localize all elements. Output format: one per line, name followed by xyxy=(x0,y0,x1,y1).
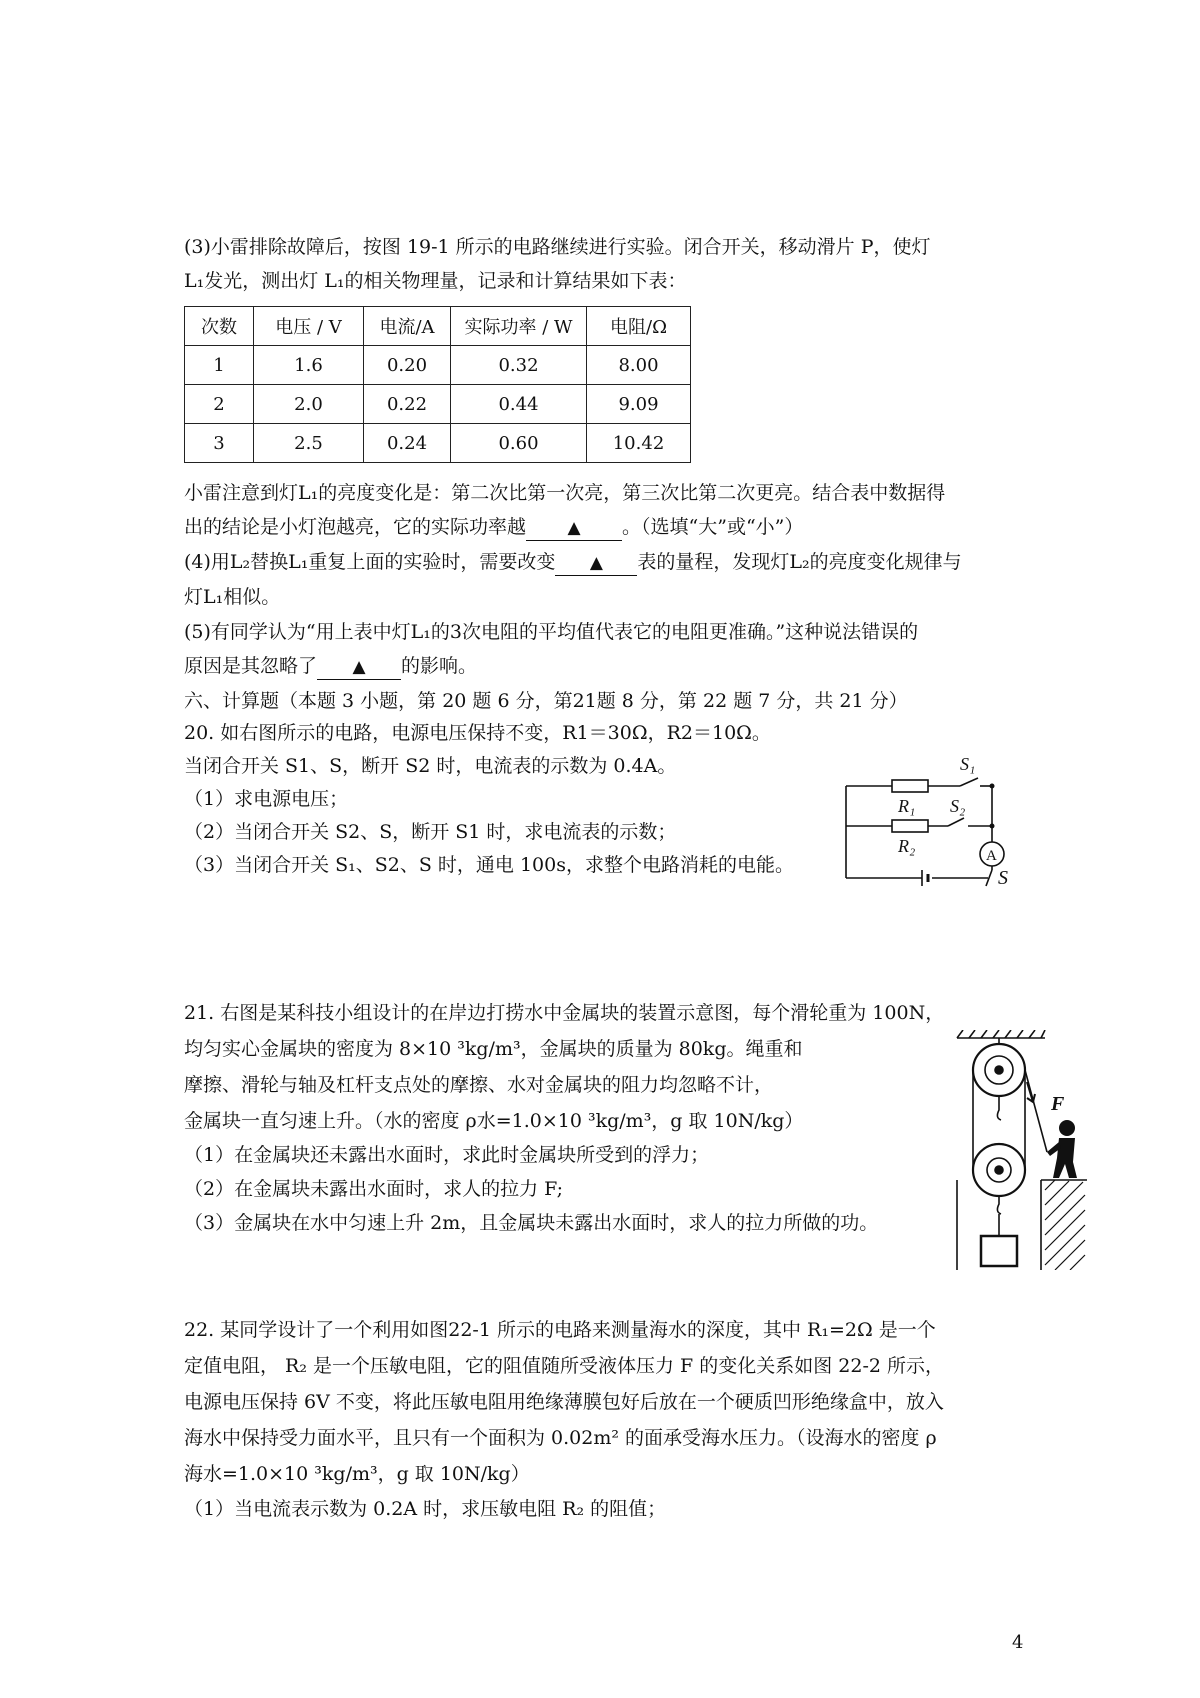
q19-5-line2 xyxy=(184,651,477,681)
q21-sub3: （3）金属块在水中匀速上升 2m，且金属块未露出水面时，求人的拉力所做的功。 xyxy=(184,1212,879,1234)
q22-line2: 定值电阻， R₂ 是一个压敏电阻，它的阻值随所受液体压力 F 的变化关系如图 22-2 所示， xyxy=(184,1355,945,1377)
q20-sub3: （3）当闭合开关 S₁、S2、S 时，通电 100s，求整个电路消耗的电能。 xyxy=(184,854,794,876)
table-cell: 10.42 xyxy=(587,424,691,463)
q21-sub2: （2）在金属块未露出水面时，求人的拉力 F; xyxy=(184,1178,564,1200)
q21-line3: 摩擦、滑轮与轴及杠杆支点处的摩擦、水对金属块的阻力均忽略不计， xyxy=(184,1074,774,1096)
q19-4-post: 表的量程，发现灯L₂的亮度变化规律与 xyxy=(637,551,962,573)
junction-dot xyxy=(990,784,995,789)
answer-blank[interactable]: ▲ xyxy=(555,551,637,576)
table-cell: 9.09 xyxy=(587,385,691,424)
table-cell: 0.20 xyxy=(364,346,451,385)
q21-line1: 21. 右图是某科技小组设计的在岸边打捞水中金属块的装置示意图，每个滑轮重为 100N， xyxy=(184,1002,945,1024)
table-header: 电压 / V xyxy=(254,307,364,346)
table-cell: 3 xyxy=(185,424,254,463)
table-cell: 0.22 xyxy=(364,385,451,424)
q19-5-line1: (5)有同学认为“用上表中灯L₁的3次电阻的平均值代表它的电阻更准确。”这种说法错误的 xyxy=(184,621,919,643)
page-number: 4 xyxy=(1012,1632,1024,1653)
table-header: 实际功率 / W xyxy=(451,307,587,346)
circuit-diagram xyxy=(840,752,1030,892)
table-row xyxy=(185,424,691,463)
section-title: 六、计算题（本题 3 小题，第 20 题 6 分，第21题 8 分，第 22 题 7 分，共 21 分） xyxy=(184,690,908,712)
table-cell: 0.44 xyxy=(451,385,587,424)
q21-sub1: （1）在金属块还未露出水面时，求此时金属块所受到的浮力； xyxy=(184,1144,710,1166)
table-cell: 2 xyxy=(185,385,254,424)
junction-dot xyxy=(990,824,995,829)
q20-sub2: （2）当闭合开关 S2、S，断开 S1 时，求电流表的示数； xyxy=(184,821,677,843)
q20-sub1: （1）求电源电压； xyxy=(184,788,349,810)
table-cell: 8.00 xyxy=(587,346,691,385)
q22-line4: 海水中保持受力面水平，且只有一个面积为 0.02m² 的面承受海水压力。（设海水的密度 ρ xyxy=(184,1427,937,1449)
label-s1: S₁ xyxy=(960,754,976,774)
table-cell: 0.24 xyxy=(364,424,451,463)
label-s2: S₂ xyxy=(950,796,966,816)
answer-blank[interactable]: ▲ xyxy=(526,516,622,541)
table-cell: 1 xyxy=(185,346,254,385)
person-icon xyxy=(1047,1120,1077,1178)
answer-blank[interactable]: ▲ xyxy=(317,655,401,680)
q19-4-pre: (4)用L₂替换L₁重复上面的实验时，需要改变 xyxy=(184,551,556,573)
q19-3-note1: 小雷注意到灯L₁的亮度变化是：第二次比第一次亮，第三次比第二次更亮。结合表中数据得 xyxy=(184,482,946,504)
q21-line4: 金属块一直匀速上升。（水的密度 ρ水=1.0×10 ³kg/m³，g 取 10N/kg） xyxy=(184,1110,804,1132)
q19-4-line2: 灯L₁相似。 xyxy=(184,586,281,608)
table-cell: 1.6 xyxy=(254,346,364,385)
q22-sub1: （1）当电流表示数为 0.2A 时，求压敏电阻 R₂ 的阻值； xyxy=(184,1498,667,1520)
q19-3-note2 xyxy=(184,512,803,542)
table-cell: 2.0 xyxy=(254,385,364,424)
q21-line2: 均匀实心金属块的密度为 8×10 ³kg/m³，金属块的质量为 80kg。绳重和 xyxy=(184,1038,803,1060)
q22-line3: 电源电压保持 6V 不变，将此压敏电阻用绝缘薄膜包好后放在一个硬质凹形绝缘盒中，放入 xyxy=(184,1391,944,1413)
table-cell: 0.60 xyxy=(451,424,587,463)
label-r2: R₂ xyxy=(898,836,916,856)
table-header-row xyxy=(185,307,691,346)
table-header: 次数 xyxy=(185,307,254,346)
q22-line1: 22. 某同学设计了一个利用如图22-1 所示的电路来测量海水的深度，其中 R₁=2Ω 是一个 xyxy=(184,1319,936,1341)
pulley-diagram xyxy=(955,1030,1090,1270)
table-row xyxy=(185,385,691,424)
table-header: 电流/A xyxy=(364,307,451,346)
q19-3-line2: L₁发光，测出灯 L₁的相关物理量，记录和计算结果如下表： xyxy=(184,270,687,292)
label-r1: R₁ xyxy=(898,796,916,816)
q19-4-line1 xyxy=(184,547,962,577)
q19-3-line1: (3)小雷排除故障后，按图 19-1 所示的电路继续进行实验。闭合开关，移动滑片 P，使灯 xyxy=(184,236,931,258)
table-header: 电阻/Ω xyxy=(587,307,691,346)
note2-post: 。（选填“大”或“小”） xyxy=(622,516,804,538)
q19-5-post: 的影响。 xyxy=(401,655,478,677)
ammeter-label: A xyxy=(986,848,997,864)
q22-line5: 海水=1.0×10 ³kg/m³，g 取 10N/kg） xyxy=(184,1463,530,1485)
q19-5-pre: 原因是其忽略了 xyxy=(184,655,318,677)
label-s: S xyxy=(998,867,1008,889)
table-cell: 2.5 xyxy=(254,424,364,463)
note2-pre: 出的结论是小灯泡越亮，它的实际功率越 xyxy=(184,516,527,538)
q20-line1: 20. 如右图所示的电路，电源电压保持不变，R1＝30Ω，R2＝10Ω。 xyxy=(184,722,771,744)
data-table xyxy=(184,306,691,463)
q20-line2: 当闭合开关 S1、S，断开 S2 时，电流表的示数为 0.4A。 xyxy=(184,755,677,777)
table-cell: 0.32 xyxy=(451,346,587,385)
table-row xyxy=(185,346,691,385)
force-label: F xyxy=(1051,1093,1065,1115)
